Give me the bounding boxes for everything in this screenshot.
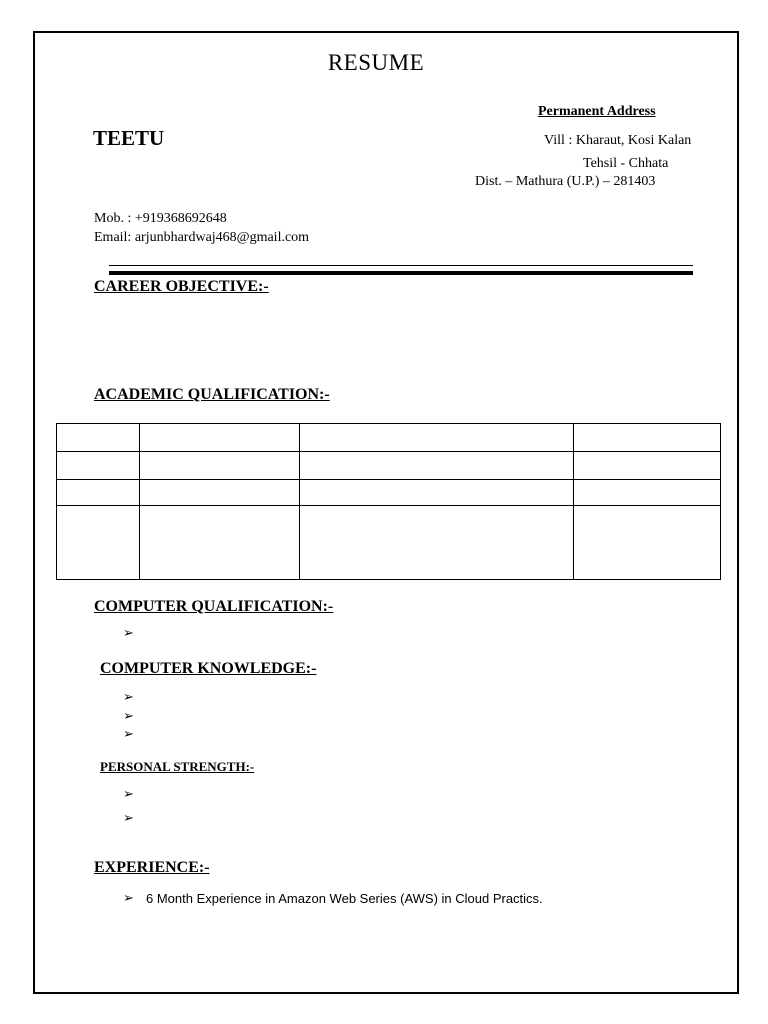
table-cell [140, 480, 300, 506]
table-row [57, 480, 721, 506]
table-row [57, 424, 721, 452]
mobile-number: Mob. : +919368692648 [94, 211, 227, 226]
candidate-name: TEETU [93, 126, 165, 150]
table-cell [57, 506, 140, 580]
experience-item: 6 Month Experience in Amazon Web Series (AWS) in Cloud Practics. [146, 891, 543, 906]
divider-thin [109, 265, 693, 266]
address-line-1: Vill : Kharaut, Kosi Kalan [544, 133, 692, 148]
table-cell [140, 424, 300, 452]
address-line-3: Dist. – Mathura (U.P.) – 281403 [475, 174, 656, 189]
table-cell [57, 452, 140, 480]
document-title: RESUME [327, 50, 425, 75]
personal-strength-heading: PERSONAL STRENGTH:- [100, 759, 255, 774]
computer-qualification-heading: COMPUTER QUALIFICATION:- [94, 598, 334, 615]
email-address: Email: arjunbhardwaj468@gmail.com [94, 230, 310, 245]
table-cell [140, 452, 300, 480]
academic-qualification-heading: ACADEMIC QUALIFICATION:- [94, 386, 330, 403]
table-cell [574, 424, 721, 452]
table-cell [300, 424, 574, 452]
bullet-icon: ➢ [123, 891, 134, 906]
table-cell [57, 424, 140, 452]
divider-thick [109, 271, 693, 275]
bullet-icon: ➢ [123, 709, 134, 724]
table-cell [300, 506, 574, 580]
table-cell [574, 506, 721, 580]
bullet-icon: ➢ [123, 727, 134, 742]
table-cell [574, 452, 721, 480]
experience-heading: EXPERIENCE:- [94, 859, 210, 876]
table-row [57, 506, 721, 580]
academic-qualification-table [56, 423, 721, 580]
address-heading: Permanent Address [538, 104, 656, 119]
table-cell [300, 452, 574, 480]
address-line-2: Tehsil - Chhata [583, 156, 669, 171]
table-cell [57, 480, 140, 506]
bullet-icon: ➢ [123, 787, 134, 802]
bullet-icon: ➢ [123, 626, 134, 641]
table-cell [300, 480, 574, 506]
table-cell [140, 506, 300, 580]
table-cell [574, 480, 721, 506]
bullet-icon: ➢ [123, 811, 134, 826]
career-objective-heading: CAREER OBJECTIVE:- [94, 278, 269, 295]
bullet-icon: ➢ [123, 690, 134, 705]
table-row [57, 452, 721, 480]
computer-knowledge-heading: COMPUTER KNOWLEDGE:- [100, 660, 317, 677]
